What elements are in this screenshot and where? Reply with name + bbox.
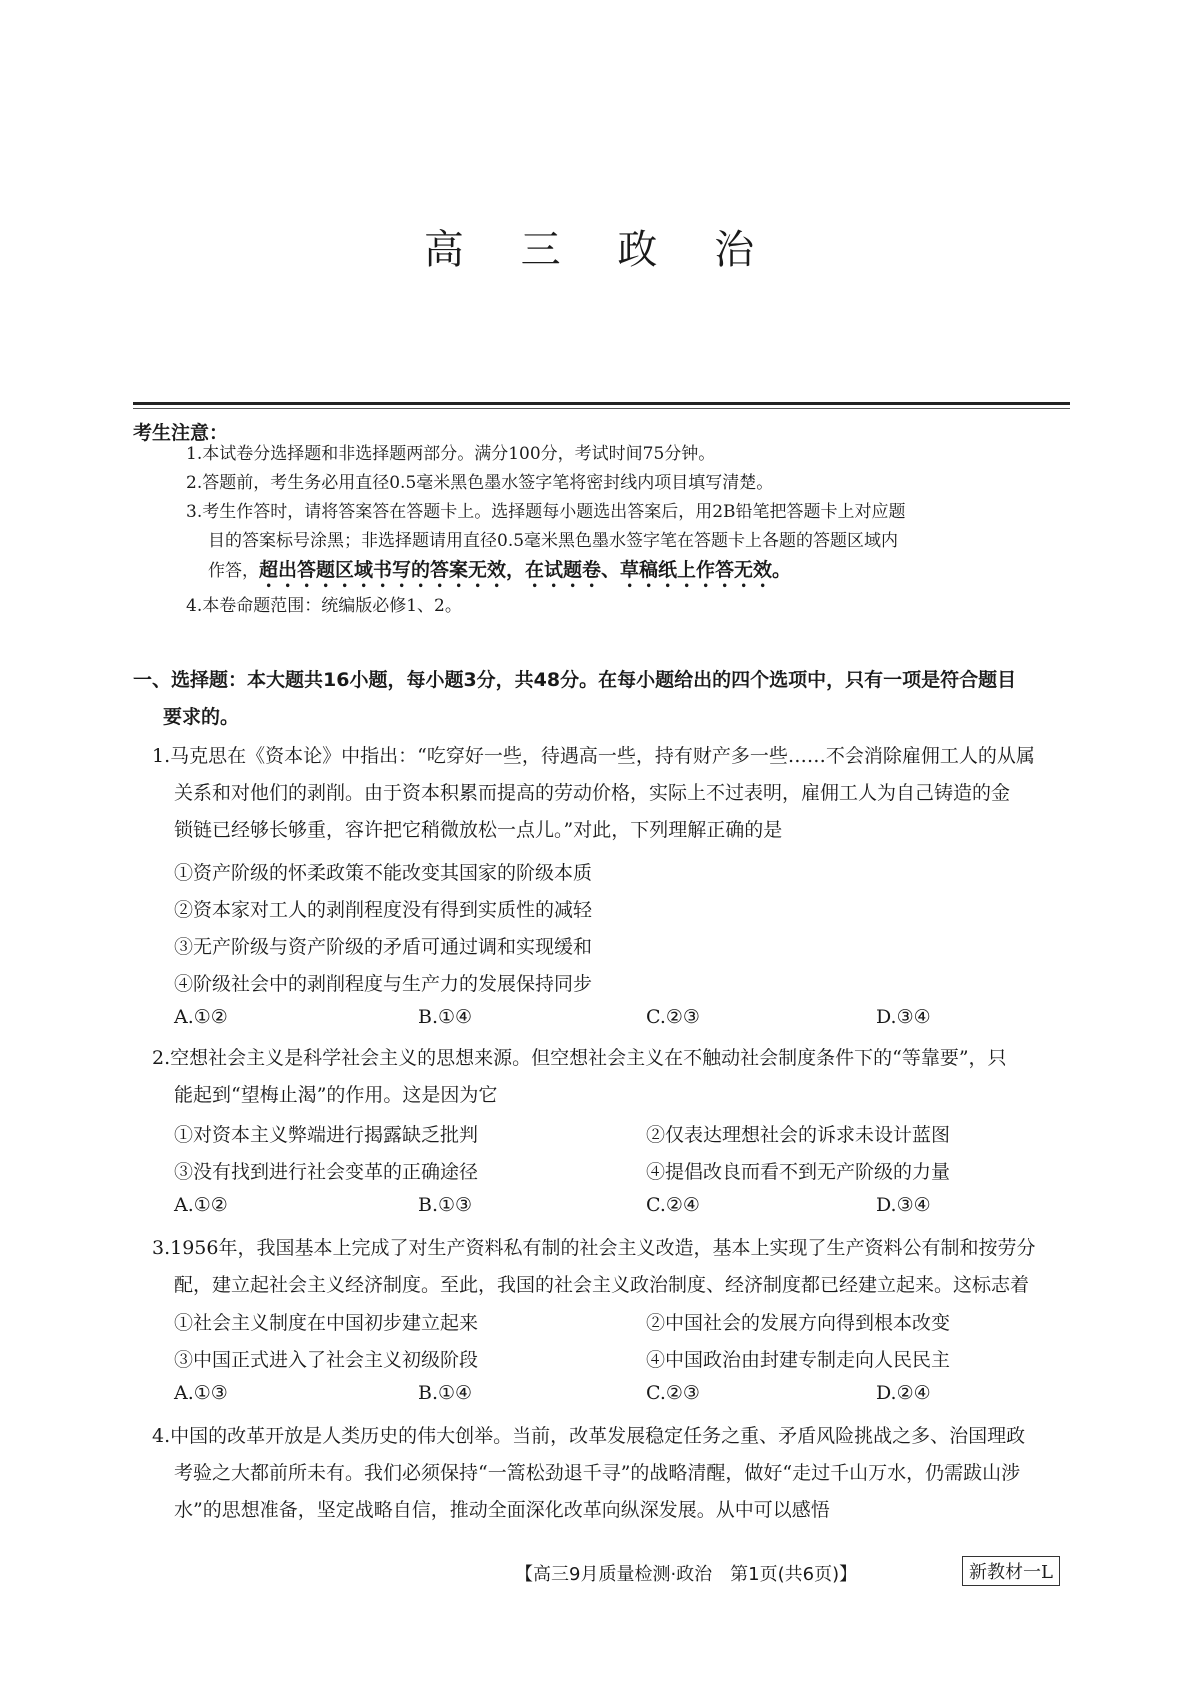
question-3-statement-1: ①社会主义制度在中国初步建立起来: [174, 1312, 479, 1334]
notice-heading: 考生注意：: [133, 422, 229, 444]
question-1-statement-2: ②资本家对工人的剥削程度没有得到实质性的减轻: [174, 899, 593, 921]
question-3-choice-a: A.①③: [174, 1382, 228, 1404]
question-3-statement-2: ②中国社会的发展方向得到根本改变: [646, 1312, 951, 1334]
question-1-choice-d: D.③④: [876, 1006, 931, 1028]
question-2-statement-4: ④提倡改良而看不到无产阶级的力量: [646, 1161, 951, 1183]
question-1-statement-4: ④阶级社会中的剥削程度与生产力的发展保持同步: [174, 973, 593, 995]
section-heading: [133, 662, 1073, 736]
question-3-line1: 3.1956年，我国基本上完成了对生产资料私有制的社会主义改造，基本上实现了生产资料公有制和按劳分: [152, 1237, 1036, 1259]
question-4-stem: [152, 1418, 1072, 1529]
header-rule-thin: [133, 408, 1070, 409]
header-rule-thick: [133, 402, 1070, 405]
question-2-statement-3: ③没有找到进行社会变革的正确途径: [174, 1161, 479, 1183]
notice-item-3-line3-pre: 作答，: [208, 561, 259, 581]
question-1-line3: 锁链已经够长够重，容许把它稍微放松一点儿。”对此，下列理解正确的是: [174, 819, 783, 841]
notice-item-3-line2: 目的答案标号涂黑；非选择题请用直径0.5毫米黑色墨水签字笔在答题卡上各题的答题区域内: [208, 531, 899, 551]
question-3-choice-d: D.②④: [876, 1382, 931, 1404]
question-2-choice-d: D.③④: [876, 1194, 931, 1216]
question-3-statement-4: ④中国政治由封建专制走向人民民主: [646, 1349, 951, 1371]
notice-item-3-line3: [186, 556, 1066, 592]
question-1-choice-a: A.①②: [174, 1006, 228, 1028]
question-2-statement-1: ①对资本主义弊端进行揭露缺乏批判: [174, 1124, 479, 1146]
question-1-choice-b: B.①④: [418, 1006, 473, 1028]
question-2-stem: [152, 1040, 1072, 1114]
question-1-line1: 1.马克思在《资本论》中指出：“吃穿好一些，待遇高一些，持有财产多一些……不会消除雇佣工人的从属: [152, 745, 1035, 767]
question-3-choice-c: C.②③: [646, 1382, 700, 1404]
question-4-line2: 考验之大都前所未有。我们必须保持“一篙松劲退千寻”的战略清醒，做好“走过千山万水，仍需跋山涉: [174, 1462, 1021, 1484]
edition-badge: 新教材一L: [962, 1556, 1060, 1586]
notice-item-1: 1.本试卷分选择题和非选择题两部分。满分100分，考试时间75分钟。: [186, 444, 716, 464]
question-4-line3: 水”的思想准备，坚定战略自信，推动全面深化改革向纵深发展。从中可以感悟: [174, 1499, 830, 1521]
notice-emphasis: 超出答题区域书写的答案无效，在试题卷、草稿纸上作答无效。: [259, 559, 792, 581]
section-line2: 要求的。: [163, 706, 240, 728]
question-1-statement-3: ③无产阶级与资产阶级的矛盾可通过调和实现缓和: [174, 936, 593, 958]
notice-item-3: [186, 498, 1066, 592]
question-3-line2: 配，建立起社会主义经济制度。至此，我国的社会主义政治制度、经济制度都已经建立起来。这标志着: [174, 1274, 1030, 1296]
section-line1: 一、选择题：本大题共16小题，每小题3分，共48分。在每小题给出的四个选项中，只有一项是符合题目: [133, 669, 1017, 691]
question-1-line2: 关系和对他们的剥削。由于资本积累而提高的劳动价格，实际上不过表明，雇佣工人为自己铸造的金: [174, 782, 1011, 804]
notice-item-4: 4.本卷命题范围：统编版必修1、2。: [186, 596, 462, 616]
page-footer: 【高三9月质量检测·政治 第1页(共6页)】: [515, 1564, 858, 1585]
question-4-line1: 4.中国的改革开放是人类历史的伟大创举。当前，改革发展稳定任务之重、矛盾风险挑战之多、治国理政: [152, 1425, 1026, 1447]
question-2-statement-2: ②仅表达理想社会的诉求未设计蓝图: [646, 1124, 951, 1146]
question-1-stem: [152, 738, 1072, 849]
question-3-stem: [152, 1230, 1072, 1304]
question-3-statement-3: ③中国正式进入了社会主义初级阶段: [174, 1349, 479, 1371]
question-2-line1: 2.空想社会主义是科学社会主义的思想来源。但空想社会主义在不触动社会制度条件下的“等靠要”，只: [152, 1047, 1007, 1069]
notice-item-2: 2.答题前，考生务必用直径0.5毫米黑色墨水签字笔将密封线内项目填写清楚。: [186, 473, 774, 493]
question-1-statement-1: ①资产阶级的怀柔政策不能改变其国家的阶级本质: [174, 862, 593, 884]
question-2-choice-c: C.②④: [646, 1194, 700, 1216]
question-1-choice-c: C.②③: [646, 1006, 700, 1028]
question-2-choice-b: B.①③: [418, 1194, 473, 1216]
question-2-line2: 能起到“望梅止渴”的作用。这是因为它: [174, 1084, 498, 1106]
exam-title: 高 三 政 治: [423, 227, 777, 273]
notice-item-3-line1: 3.考生作答时，请将答案答在答题卡上。选择题每小题选出答案后，用2B铅笔把答题卡上对应题: [186, 502, 906, 522]
question-2-choice-a: A.①②: [174, 1194, 228, 1216]
question-3-choice-b: B.①④: [418, 1382, 473, 1404]
